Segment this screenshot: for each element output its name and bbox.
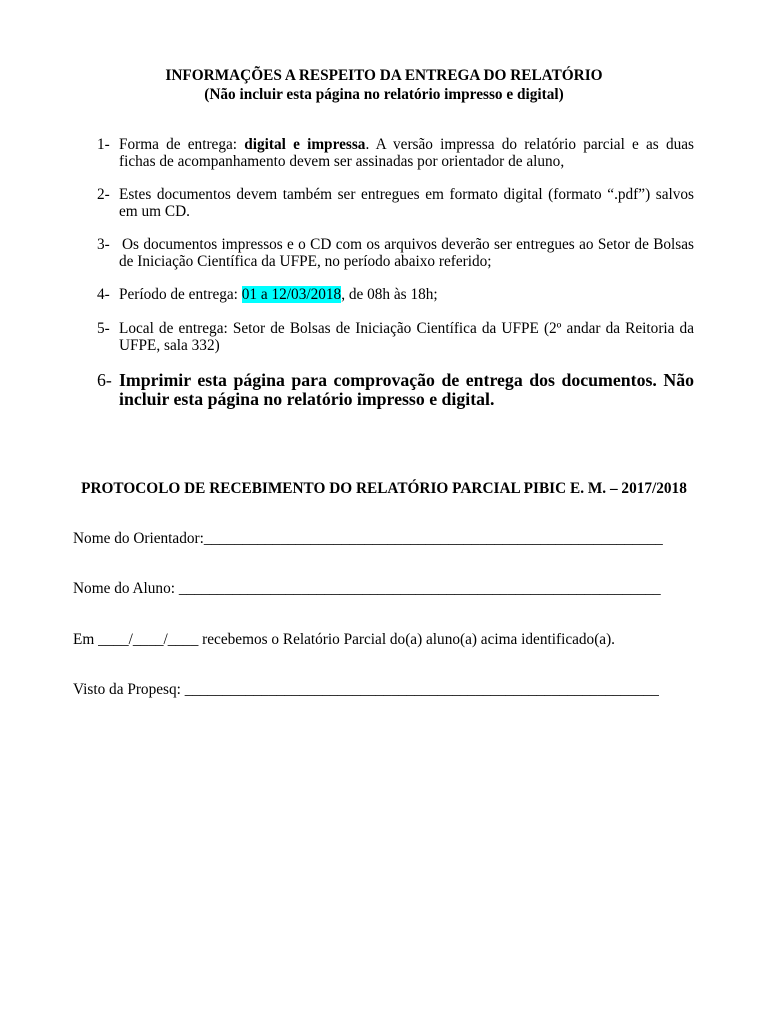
item-line: Os documentos impressos e o CD com os arquivos deverão ser entregues ao Setor de Bolsas: [122, 236, 694, 253]
item-text: [119, 186, 694, 220]
item-line: [119, 286, 694, 303]
visa-label: Visto da Propesq:: [73, 681, 185, 698]
item-number: 4-: [97, 286, 110, 303]
item-number: 2-: [97, 186, 110, 203]
item-line: de Iniciação Científica da UFPE, no período abaixo referido;: [119, 253, 492, 270]
item-line: Local de entrega: Setor de Bolsas de Iniciação Científica da UFPE (2º andar da Reitoria da: [119, 320, 694, 337]
item-line: incluir esta página no relatório impresso e digital.: [119, 389, 495, 409]
item-number: 5-: [97, 320, 110, 337]
item-line: Estes documentos devem também ser entregues em formato digital (formato “.pdf”) salvos: [119, 186, 694, 203]
item-text: [119, 236, 694, 270]
student-name-field: [73, 580, 661, 597]
item-line: Imprimir esta página para comprovação de entrega dos documentos. Não: [119, 370, 694, 390]
instruction-item-3: [0, 236, 768, 276]
receipt-date-line: Em ____/____/____ recebemos o Relatório Parcial do(a) aluno(a) acima identificado(a).: [73, 631, 615, 648]
item-text: [119, 320, 694, 354]
item-text: [119, 371, 694, 409]
instruction-item-1: [0, 136, 768, 176]
advisor-blank-line: ____________________________________________________________: [203, 530, 663, 547]
instruction-item-6: [0, 371, 768, 411]
propesq-visa-field: [73, 681, 659, 698]
item-number: 1-: [97, 136, 110, 153]
item-bold-text: digital e impressa: [244, 136, 366, 153]
item-line: fichas de acompanhamento devem ser assinadas por orientador de aluno,: [119, 153, 565, 170]
item-line: em um CD.: [119, 203, 190, 220]
advisor-name-field: [73, 530, 663, 547]
instruction-item-5: [0, 320, 768, 360]
page-title: INFORMAÇÕES A RESPEITO DA ENTREGA DO RELATÓRIO: [165, 67, 603, 84]
advisor-label: Nome do Orientador:: [73, 530, 204, 547]
item-text: [119, 286, 694, 303]
protocol-title: PROTOCOLO DE RECEBIMENTO DO RELATÓRIO PARCIAL PIBIC E. M. – 2017/2018: [81, 480, 687, 497]
page-subtitle: (Não incluir esta página no relatório impresso e digital): [204, 86, 564, 103]
highlighted-date-range: 01 a 12/03/2018: [241, 286, 342, 303]
visa-blank-line: ______________________________________________________________: [184, 681, 659, 698]
item-line: [119, 136, 694, 153]
item-text-segment: Período de entrega:: [119, 286, 242, 303]
item-text-segment: . A versão impressa do relatório parcial e as duas: [365, 136, 694, 153]
student-blank-line: _______________________________________________________________: [178, 580, 661, 597]
item-text: [119, 136, 694, 170]
item-text-segment: Forma de entrega:: [119, 136, 245, 153]
instruction-item-2: [0, 186, 768, 226]
item-number: 6-: [97, 370, 112, 390]
item-text-segment: , de 08h às 18h;: [341, 286, 438, 303]
item-line: UFPE, sala 332): [119, 337, 220, 354]
item-number: 3-: [97, 236, 110, 253]
student-label: Nome do Aluno:: [73, 580, 179, 597]
